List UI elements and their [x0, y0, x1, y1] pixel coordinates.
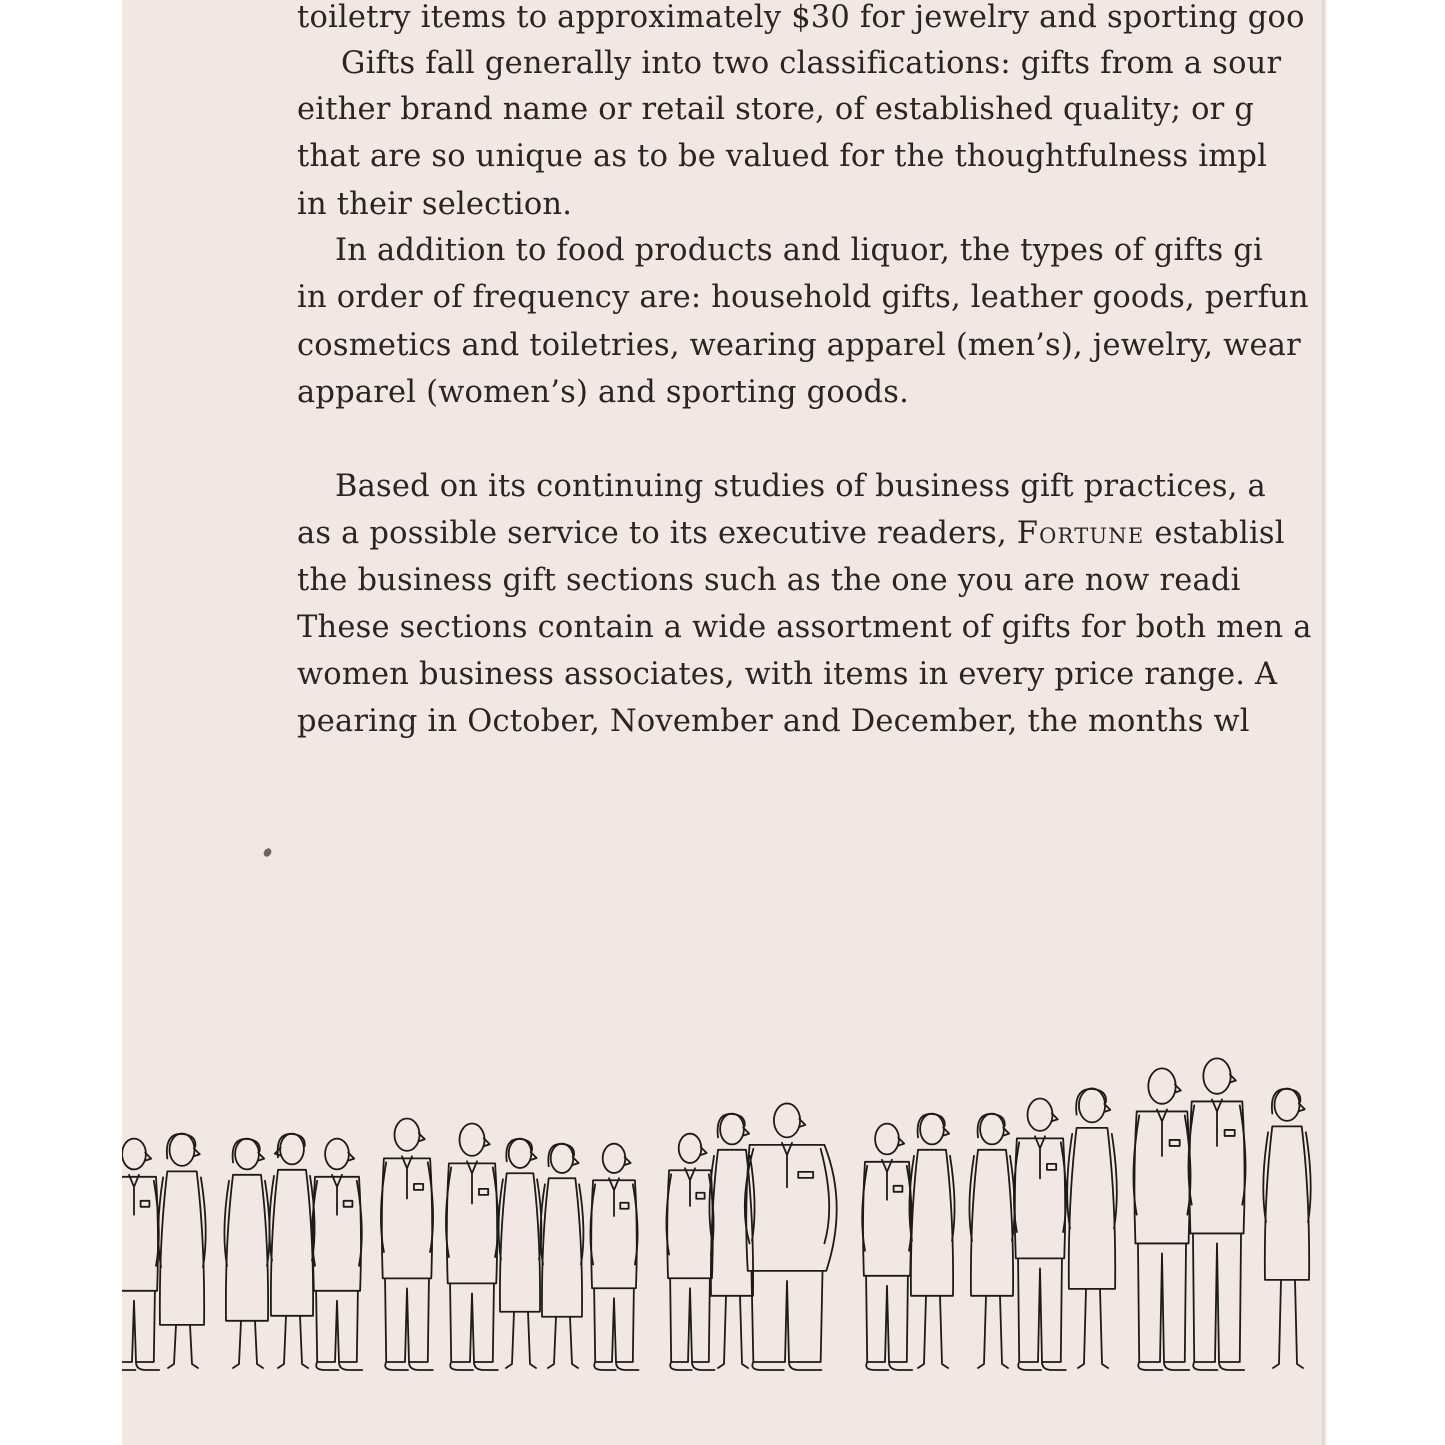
- magazine-page: [122, 0, 1322, 1445]
- text-line: either brand name or retail store, of established quality; or g: [297, 92, 1255, 127]
- person-figure: [381, 1119, 433, 1370]
- person-figure: [158, 1134, 205, 1368]
- person-figure: [862, 1124, 912, 1370]
- person-figure: [312, 1139, 362, 1370]
- text-line: These sections contain a wide assortment of gifts for both men a: [297, 610, 1312, 645]
- text-line: women business associates, with items in every price range. A: [297, 657, 1278, 692]
- text-line: that are so unique as to be valued for the thoughtfulness impl: [297, 139, 1268, 174]
- text-line: Based on its continuing studies of business gift practices, a: [335, 469, 1266, 504]
- person-figure: [122, 1139, 159, 1370]
- text-fragment: establisl: [1154, 516, 1285, 551]
- person-figure: [1263, 1089, 1310, 1368]
- person-figure: [969, 1114, 1014, 1368]
- person-figure: [745, 1103, 837, 1370]
- person-figure: [446, 1124, 498, 1370]
- person-figure: [909, 1114, 954, 1368]
- person-figure: [224, 1139, 269, 1368]
- person-figure: [666, 1134, 714, 1370]
- page-edge: [1322, 0, 1328, 1445]
- person-figure: [269, 1134, 314, 1368]
- person-figure: [590, 1144, 638, 1370]
- person-figure: [499, 1139, 542, 1368]
- person-figure: [1067, 1088, 1117, 1368]
- text-line: Gifts fall generally into two classifications: gifts from a sour: [341, 46, 1282, 81]
- person-figure: [709, 1114, 754, 1368]
- text-line: cosmetics and toiletries, wearing apparel (men’s), jewelry, wear: [297, 328, 1301, 363]
- text-line: apparel (women’s) and sporting goods.: [297, 375, 909, 410]
- person-figure: [1014, 1099, 1066, 1370]
- text-line: in order of frequency are: household gifts, leather goods, perfun: [297, 280, 1309, 315]
- text-line: [297, 516, 1285, 552]
- magazine-name: Fortune: [1016, 516, 1145, 551]
- person-figure: [1188, 1058, 1245, 1370]
- text-line: in their selection.: [297, 187, 573, 222]
- text-line: pearing in October, November and December, the months wl: [297, 704, 1250, 739]
- crowd-illustration: [122, 1040, 1322, 1400]
- text-line: the business gift sections such as the one you are now readi: [297, 563, 1241, 598]
- text-line: In addition to food products and liquor, the types of gifts gi: [335, 233, 1263, 268]
- text-fragment: as a possible service to its executive readers,: [297, 516, 1007, 551]
- person-figure: [1133, 1068, 1190, 1370]
- text-line: toiletry items to approximately $30 for jewelry and sporting goo: [297, 0, 1305, 35]
- person-figure: [541, 1144, 584, 1368]
- ink-smudge: [262, 847, 273, 858]
